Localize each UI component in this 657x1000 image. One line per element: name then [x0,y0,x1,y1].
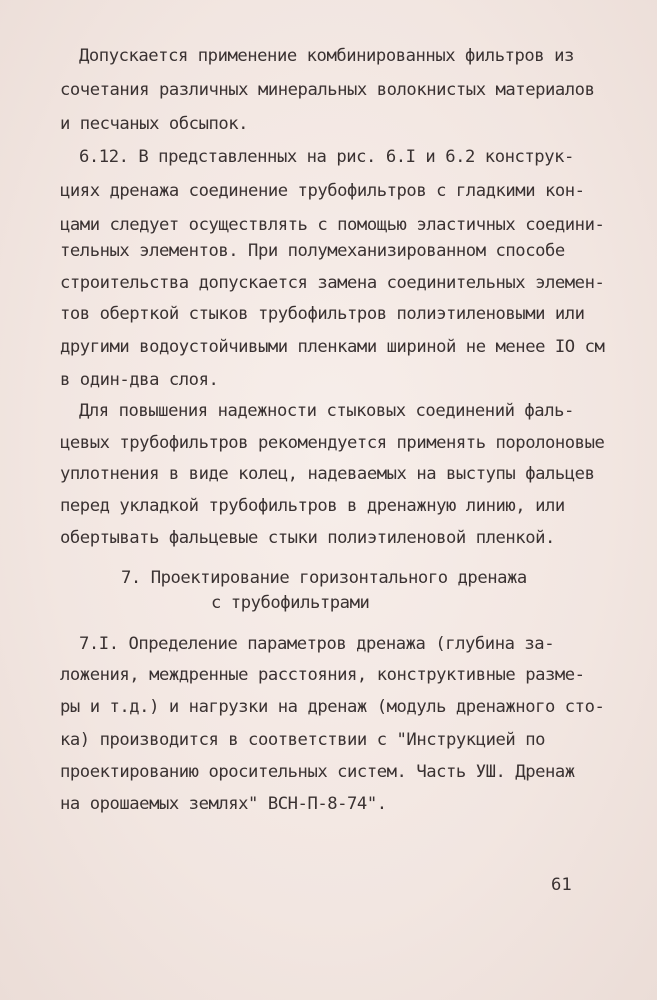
text-line: Допускается применение комбинированных фильтров из [79,46,574,66]
text-line: 7.I. Определение параметров дренажа (глубина за- [79,634,555,654]
text-line: и песчаных обсыпок. [60,114,249,134]
text-line: цевых трубофильтров рекомендуется применять поролоновые [60,433,605,453]
text-line: сочетания различных минеральных волокнистых материалов [60,80,595,100]
text-line: циях дренажа соединение трубофильтров с гладкими кон- [60,181,585,201]
text-line: другими водоустойчивыми пленками шириной не менее IO см [60,337,605,357]
text-line: проектированию оросительных систем. Часть УШ. Дренаж [60,762,575,782]
text-line: тельных элементов. При полумеханизированном способе [60,241,565,261]
text-line: строительства допускается замена соединительных элемен- [60,273,605,293]
text-line: тов оберткой стыков трубофильтров полиэтиленовыми или [60,304,585,324]
text-line: 6.12. В представленных на рис. 6.I и 6.2 конструк- [79,147,574,167]
text-line: в один-два слоя. [60,370,219,390]
section-heading: 7. Проектирование горизонтального дренажа [121,568,527,588]
text-line: на орошаемых землях" ВСН-П-8-74". [60,794,387,814]
text-line: уплотнения в виде колец, надеваемых на выступы фальцев [60,464,595,484]
text-line: перед укладкой трубофильтров в дренажную линию, или [60,496,565,516]
text-line: обертывать фальцевые стыки полиэтиленовой пленкой. [60,528,555,548]
text-line: ка) производится в соответствии с "Инструкцией по [60,730,545,750]
section-heading: с трубофильтрами [211,593,370,613]
page-number: 61 [551,875,572,895]
text-line: ложения, междренные расстояния, конструктивные разме- [60,665,585,685]
text-line: Для повышения надежности стыковых соединений фаль- [79,401,574,421]
text-line: цами следует осуществлять с помощью эластичных соедини- [60,215,605,235]
text-line: ры и т.д.) и нагрузки на дренаж (модуль дренажного сто- [60,697,605,717]
